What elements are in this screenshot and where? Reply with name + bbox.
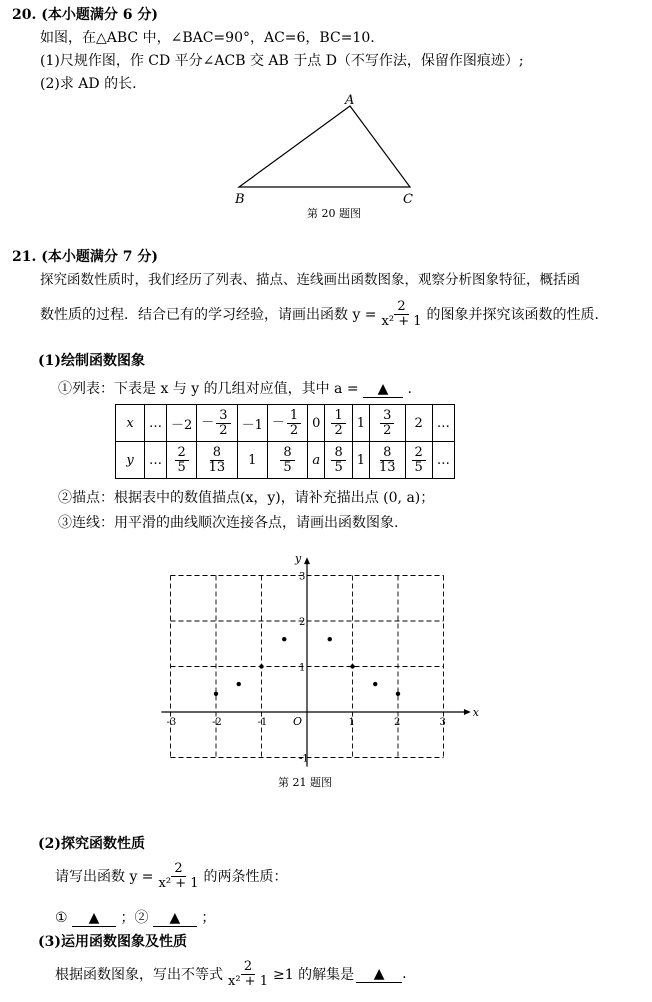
x-tick-label: -2 (212, 717, 222, 728)
x-tick-label: 1 (348, 717, 355, 728)
x-axis-label: x (472, 706, 480, 719)
origin-label: O (293, 715, 303, 728)
q21-sec2-title: (2)探究函数性质 (38, 836, 145, 852)
table-cell: － $\frac{1}{2}$ (267, 405, 307, 442)
sec3-text-after: ≥1 的解集是 (272, 967, 355, 984)
table-cell: … (432, 442, 454, 479)
blank-separator: ；② (120, 910, 149, 926)
table-cell: －2 (167, 405, 197, 442)
data-point (259, 664, 263, 668)
triangle-abc (239, 106, 410, 187)
table-cell: $\frac{3}{2}$ (370, 405, 406, 442)
data-point (396, 692, 400, 696)
values-table (115, 404, 455, 479)
q21-step1-blank: ▲ (363, 381, 403, 398)
table-cell: $\frac{1}{2}$ (325, 405, 352, 442)
tick-labels (167, 572, 446, 765)
y-tick-label: 3 (299, 571, 306, 583)
data-point (350, 664, 354, 668)
q21-intro-line2 (40, 300, 609, 328)
data-point (282, 637, 286, 641)
q20-triangle-figure (225, 92, 425, 227)
y-tick-label: 2 (299, 617, 306, 628)
table-cell: $\frac{8}{13}$ (197, 442, 237, 479)
q21-step1-text: ①列表：下表是 x 与 y 的几组对应值，其中 a = (58, 381, 359, 397)
q21-header (12, 246, 158, 266)
q21-coordinate-graph (160, 555, 480, 795)
y-tick-label: 1 (299, 662, 306, 674)
q20-part2: (2)求 AD 的长. (40, 76, 137, 92)
q20-stem: 如图，在△ABC 中，∠BAC=90°，AC=6，BC=10. (40, 30, 375, 46)
table-row-x (116, 405, 455, 442)
q21-intro-line1: 探究函数性质时，我们经历了列表、描点、连线画出函数图象，观察分析图象特征，概括函 (40, 272, 580, 288)
table-cell: －1 (237, 405, 267, 442)
sec2-text-before: 请写出函数 y = (55, 869, 154, 886)
x-tick-label: 2 (394, 717, 401, 728)
q20-part1: (1)尺规作图，作 CD 平分∠ACB 交 AB 于点 D（不写作法，保留作图痕迹）; (40, 53, 524, 69)
sec2-blank-1: ▲ (72, 910, 116, 927)
table-cell: 1 (237, 442, 267, 479)
q21-sec2-text (55, 862, 288, 890)
sec2-end: ； (201, 910, 216, 926)
table-cell: a (308, 442, 325, 479)
q20-number: 20. (12, 7, 37, 23)
blank1-label: ① (55, 910, 68, 926)
table-cell: $\frac{8}{5}$ (267, 442, 307, 479)
q21-sec3-text (55, 960, 407, 988)
data-point (237, 682, 241, 686)
table-cell: － $\frac{3}{2}$ (197, 405, 237, 442)
data-point (373, 682, 377, 686)
sec2-blank-2: ▲ (153, 910, 197, 927)
q20-header (12, 4, 158, 24)
sec3-blank: ▲ (356, 966, 402, 983)
func-denominator: x² + 1 (381, 313, 422, 329)
table-cell: … (432, 405, 454, 442)
x-tick-label: -1 (257, 717, 268, 728)
table-cell: … (145, 405, 167, 442)
table-cell: $\frac{2}{5}$ (167, 442, 197, 479)
table-cell: 1 (352, 405, 369, 442)
q21-sec1-title: (1)绘制函数图象 (38, 353, 145, 369)
table-cell: $\frac{8}{13}$ (370, 442, 406, 479)
vertex-b-label: B (235, 192, 245, 207)
table-cell: 2 (405, 405, 432, 442)
q21-intro2-before: 数性质的过程．结合已有的学习经验，请画出函数 y = (40, 307, 377, 324)
sec3-numerator: 2 (241, 960, 255, 975)
table-y-head: y (116, 442, 145, 479)
q20-caption: 第 20 题图 (307, 207, 361, 220)
q21-sec2-blanks (55, 907, 215, 927)
axes (161, 557, 470, 766)
table-cell: $\frac{2}{5}$ (405, 442, 432, 479)
q20-score: (本小题满分 6 分) (41, 7, 158, 23)
sec3-denominator: x² + 1 (228, 973, 268, 989)
q21-step3: ③连线：用平滑的曲线顺次连接各点，请画出函数图象. (58, 515, 399, 531)
q21-number: 21. (12, 249, 37, 265)
sec3-end: . (402, 966, 407, 983)
sec2-numerator: 2 (171, 862, 185, 877)
sec3-fraction (225, 960, 271, 988)
data-point (214, 692, 218, 696)
x-tick-label: -3 (166, 717, 177, 728)
q21-function-fraction (379, 300, 425, 328)
sec3-text-before: 根据函数图象，写出不等式 (55, 967, 223, 984)
sec2-fraction (156, 862, 202, 890)
data-point (328, 637, 332, 641)
vertex-a-label: A (345, 93, 355, 108)
q21-score: (本小题满分 7 分) (41, 249, 158, 265)
table-cell: $\frac{8}{5}$ (325, 442, 352, 479)
vertex-c-label: C (403, 192, 413, 207)
x-tick-label: 3 (439, 717, 446, 728)
y-arrow (304, 557, 310, 564)
sec2-denominator: x² + 1 (158, 875, 199, 891)
table-cell: 0 (308, 405, 325, 442)
q21-sec3-title: (3)运用函数图象及性质 (38, 934, 187, 950)
q21-step1: ①列表：下表是 x 与 y 的几组对应值，其中 a = ▲ . (58, 381, 412, 397)
table-cell: … (145, 442, 167, 479)
sec2-text-after: 的两条性质： (203, 869, 288, 886)
q21-caption: 第 21 题图 (278, 776, 332, 789)
table-row-y (116, 442, 455, 479)
x-arrow (464, 709, 471, 715)
table-cell: 1 (352, 442, 369, 479)
table-x-head: x (116, 405, 145, 442)
func-numerator: 2 (394, 300, 408, 315)
q21-step2: ②描点：根据表中的数值描点(x，y)，请补充描出点 (0, a)； (58, 490, 435, 506)
y-tick-label: -1 (299, 753, 309, 765)
q21-intro2-after: 的图象并探究该函数的性质． (426, 307, 609, 324)
y-axis-label: y (295, 555, 302, 565)
